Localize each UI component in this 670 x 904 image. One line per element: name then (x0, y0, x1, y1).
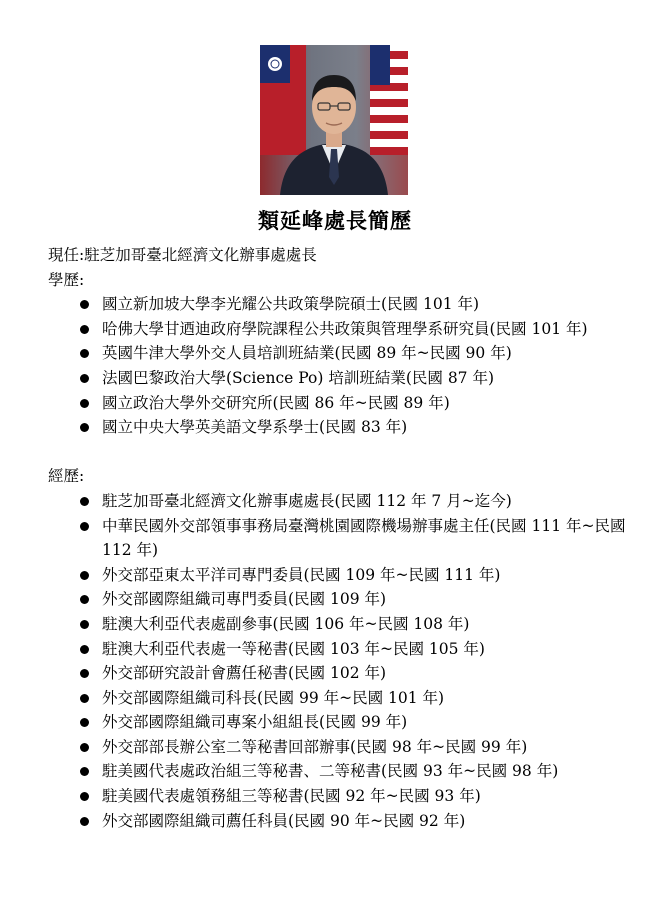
education-heading: 學歷: (48, 270, 85, 289)
page-title: 類延峰處長簡歷 (258, 208, 412, 233)
list-item: 英國牛津大學外交人員培訓班結業(民國 89 年~民國 90 年) (102, 341, 628, 366)
list-item: 外交部研究設計會薦任秘書(民國 102 年) (102, 661, 628, 686)
section-spacer (48, 440, 628, 465)
resume-content (48, 243, 628, 833)
current-position: 現任:駐芝加哥臺北經濟文化辦事處處長 (48, 246, 317, 264)
list-item: 外交部國際組織司科長(民國 99 年~民國 101 年) (102, 686, 628, 711)
list-item: 中華民國外交部領事事務局臺灣桃園國際機場辦事處主任(民國 111 年~民國 112 年) (102, 514, 628, 563)
list-item: 外交部國際組織司薦任科員(民國 90 年~民國 92 年) (102, 809, 628, 834)
list-item: 國立新加坡大學李光耀公共政策學院碩士(民國 101 年) (102, 292, 628, 317)
list-item: 駐芝加哥臺北經濟文化辦事處處長(民國 112 年 7 月~迄今) (102, 489, 628, 514)
list-item: 外交部國際組織司專門委員(民國 109 年) (102, 587, 628, 612)
list-item: 哈佛大學甘迺迪政府學院課程公共政策與管理學系研究員(民國 101 年) (102, 317, 628, 342)
list-item: 外交部國際組織司專案小組組長(民國 99 年) (102, 710, 628, 735)
experience-heading: 經歷: (48, 467, 85, 486)
list-item: 駐美國代表處領務組三等秘書(民國 92 年~民國 93 年) (102, 784, 628, 809)
list-item: 法國巴黎政治大學(Science Po) 培訓班結業(民國 87 年) (102, 366, 628, 391)
education-list (48, 292, 628, 440)
portrait-illustration (260, 45, 408, 195)
us-flag-icon (370, 45, 408, 155)
list-item: 外交部部長辦公室二等秘書回部辦事(民國 98 年~民國 99 年) (102, 735, 628, 760)
roc-flag-icon (260, 45, 306, 155)
list-item: 駐美國代表處政治組三等秘書、二等秘書(民國 93 年~民國 98 年) (102, 759, 628, 784)
list-item: 外交部亞東太平洋司專門委員(民國 109 年~民國 111 年) (102, 563, 628, 588)
list-item: 國立政治大學外交研究所(民國 86 年~民國 89 年) (102, 391, 628, 416)
list-item: 駐澳大利亞代表處副參事(民國 106 年~民國 108 年) (102, 612, 628, 637)
list-item: 駐澳大利亞代表處一等秘書(民國 103 年~民國 105 年) (102, 637, 628, 662)
list-item: 國立中央大學英美語文學系學士(民國 83 年) (102, 415, 628, 440)
portrait-photo (260, 45, 408, 195)
experience-list (48, 489, 628, 833)
